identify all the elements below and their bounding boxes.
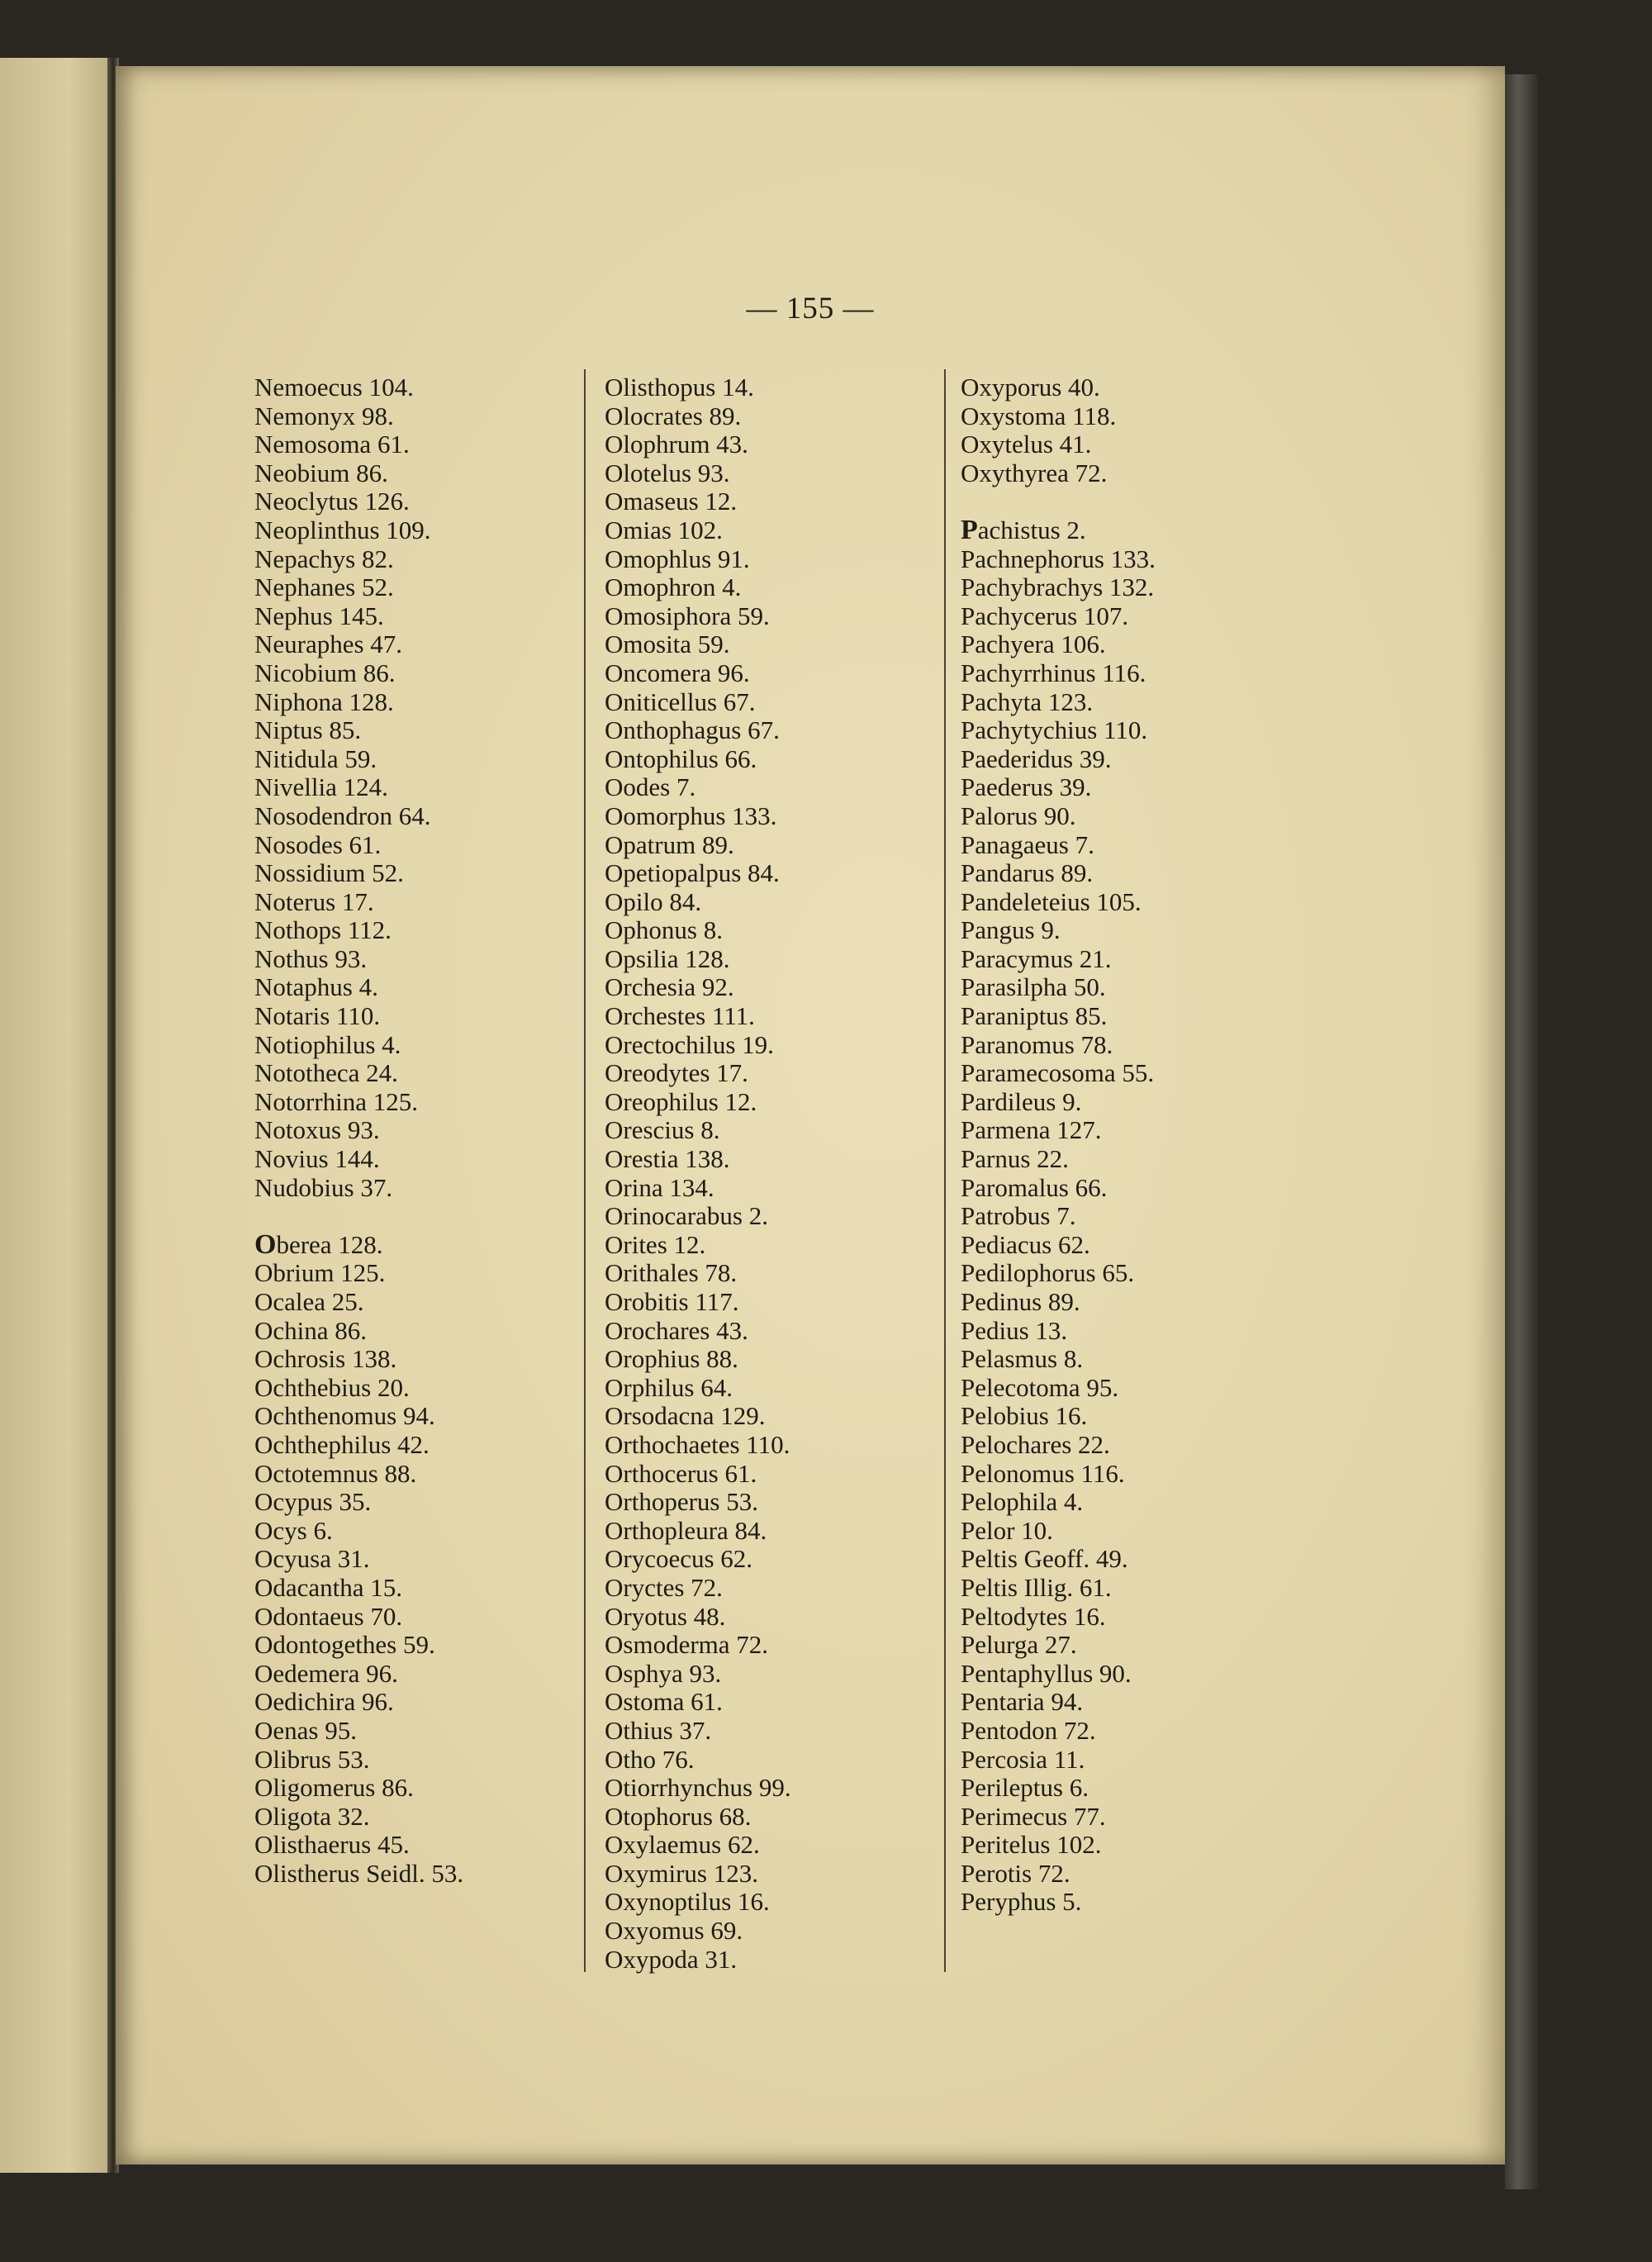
index-entry: Oxythyrea 72. bbox=[961, 458, 1108, 487]
index-entry: Pelecotoma 95. bbox=[961, 1372, 1119, 1402]
index-entry: Ocys 6. bbox=[254, 1515, 333, 1545]
index-entry: Notaris 110. bbox=[254, 1001, 381, 1031]
index-entry: Nitidula 59. bbox=[254, 744, 377, 773]
index-entry: Oligota 32. bbox=[254, 1801, 370, 1831]
index-entry: Pandeleteius 105. bbox=[961, 886, 1142, 916]
index-entry: Opilo 84. bbox=[605, 886, 702, 916]
index-entry: Niphona 128. bbox=[254, 687, 394, 716]
index-entry: Peryphus 5. bbox=[961, 1887, 1082, 1917]
index-entry: Pedilophorus 65. bbox=[961, 1258, 1135, 1288]
index-entry: Pelochares 22. bbox=[961, 1429, 1110, 1459]
index-entry: Omosiphora 59. bbox=[605, 601, 770, 630]
index-entry: Olisthopus 14. bbox=[605, 373, 754, 402]
index-entry: Peltis Geoff. 49. bbox=[961, 1544, 1128, 1574]
book-page bbox=[116, 66, 1505, 2165]
index-entry: Pediacus 62. bbox=[961, 1229, 1090, 1259]
index-entry: Oreodytes 17. bbox=[605, 1058, 748, 1088]
index-entry: Ocypus 35. bbox=[254, 1487, 372, 1517]
index-entry: Pachyrrhinus 116. bbox=[961, 658, 1146, 687]
index-entry: Opsilia 128. bbox=[605, 943, 730, 973]
index-entry: Olocrates 89. bbox=[605, 401, 742, 430]
index-entry: Ochthebius 20. bbox=[254, 1372, 410, 1402]
index-entry: Orphilus 64. bbox=[605, 1372, 733, 1402]
index-entry: Niptus 85. bbox=[254, 715, 362, 745]
index-entry: Oxystoma 118. bbox=[961, 401, 1117, 430]
index-entry: Oxyporus 40. bbox=[961, 373, 1100, 402]
index-entry: Perimecus 77. bbox=[961, 1801, 1106, 1831]
index-entry: Neuraphes 47. bbox=[254, 630, 403, 659]
index-entry: Orycoecus 62. bbox=[605, 1544, 753, 1574]
index-entry: Orochares 43. bbox=[605, 1315, 748, 1345]
section-spacer bbox=[961, 487, 1308, 516]
index-entry: Pelonomus 116. bbox=[961, 1458, 1125, 1488]
index-entry: Peritelus 102. bbox=[961, 1830, 1102, 1860]
page-number: — 155 — bbox=[746, 292, 875, 326]
index-entry: Ocyusa 31. bbox=[254, 1544, 370, 1574]
index-entry: Othius 37. bbox=[605, 1715, 712, 1745]
index-entry: Palorus 90. bbox=[961, 801, 1076, 830]
index-entry: Neoclytus 126. bbox=[254, 487, 410, 516]
index-column-1 bbox=[254, 373, 601, 1888]
index-entry: Oniticellus 67. bbox=[605, 687, 756, 716]
index-entry: Otho 76. bbox=[605, 1744, 695, 1774]
index-entry: Paromalus 66. bbox=[961, 1172, 1108, 1202]
index-entry: Nothus 93. bbox=[254, 943, 368, 973]
index-entry: Obrium 125. bbox=[254, 1258, 386, 1288]
index-entry: Parmena 127. bbox=[961, 1115, 1102, 1145]
index-entry: Orchesia 92. bbox=[605, 972, 734, 1002]
index-entry: Oxyomus 69. bbox=[605, 1916, 743, 1946]
index-entry: Ochina 86. bbox=[254, 1315, 368, 1345]
index-entry: Octotemnus 88. bbox=[254, 1458, 417, 1488]
index-entry: Omophron 4. bbox=[605, 573, 742, 602]
index-entry: Perotis 72. bbox=[961, 1858, 1070, 1888]
index-entry: Ochthephilus 42. bbox=[254, 1429, 430, 1459]
index-entry: Pachnephorus 133. bbox=[961, 544, 1156, 573]
index-entry: Noterus 17. bbox=[254, 886, 374, 916]
index-entry: Pentaria 94. bbox=[961, 1687, 1084, 1717]
section-initial-letter: O bbox=[254, 1228, 277, 1260]
index-entry: Oreophilus 12. bbox=[605, 1086, 757, 1116]
index-entry: Pachistus 2. bbox=[961, 514, 1086, 545]
index-entry: Orithales 78. bbox=[605, 1258, 738, 1288]
index-entry: Orsodacna 129. bbox=[605, 1401, 766, 1431]
index-entry: Nosodendron 64. bbox=[254, 801, 431, 830]
index-entry: Oxymirus 123. bbox=[605, 1858, 758, 1888]
index-entry: Oxypoda 31. bbox=[605, 1944, 738, 1974]
index-entry: Pedinus 89. bbox=[961, 1287, 1080, 1316]
index-entry: Opatrum 89. bbox=[605, 829, 734, 859]
index-entry: Notorrhina 125. bbox=[254, 1086, 419, 1116]
index-entry: Perileptus 6. bbox=[961, 1773, 1089, 1803]
index-entry: Nudobius 37. bbox=[254, 1172, 393, 1202]
index-entry: Oomorphus 133. bbox=[605, 801, 777, 830]
index-entry: Paederus 39. bbox=[961, 772, 1092, 802]
index-entry: Pentaphyllus 90. bbox=[961, 1658, 1132, 1688]
index-entry: Omias 102. bbox=[605, 515, 723, 544]
index-entry: Olotelus 93. bbox=[605, 458, 730, 487]
index-entry: Oodes 7. bbox=[605, 772, 696, 802]
index-entry: Nototheca 24. bbox=[254, 1058, 398, 1088]
index-entry: Paramecosoma 55. bbox=[961, 1058, 1155, 1088]
index-entry: Oberea 128. bbox=[254, 1228, 383, 1260]
facing-page-edge bbox=[0, 58, 114, 2173]
index-entry: Pachybrachys 132. bbox=[961, 573, 1155, 602]
index-entry: Ostoma 61. bbox=[605, 1687, 723, 1717]
index-entry: Orthochaetes 110. bbox=[605, 1429, 790, 1459]
section-spacer bbox=[254, 1202, 601, 1231]
index-entry: Notiophilus 4. bbox=[254, 1029, 401, 1059]
index-entry: Nemoecus 104. bbox=[254, 373, 414, 402]
index-entry: Paederidus 39. bbox=[961, 744, 1112, 773]
index-entry: Ophonus 8. bbox=[605, 915, 723, 945]
index-entry: Olisthaerus 45. bbox=[254, 1830, 410, 1860]
index-entry: Nossidium 52. bbox=[254, 858, 404, 888]
section-initial-letter: P bbox=[961, 514, 978, 545]
index-entry: Pachyera 106. bbox=[961, 630, 1106, 659]
index-entry: Pandarus 89. bbox=[961, 858, 1094, 888]
index-entry: Osphya 93. bbox=[605, 1658, 722, 1688]
index-entry: Ochthenomus 94. bbox=[254, 1401, 435, 1431]
index-entry: Peltis Illig. 61. bbox=[961, 1572, 1112, 1602]
index-entry: Pachycerus 107. bbox=[961, 601, 1129, 630]
index-entry: Notoxus 93. bbox=[254, 1115, 380, 1145]
index-entry: Nemonyx 98. bbox=[254, 401, 394, 430]
index-entry: Omophlus 91. bbox=[605, 544, 750, 573]
index-entry: Olophrum 43. bbox=[605, 430, 748, 459]
index-entry: Odontogethes 59. bbox=[254, 1630, 435, 1660]
index-entry: Oxynoptilus 16. bbox=[605, 1887, 770, 1917]
index-entry: Pelophila 4. bbox=[961, 1487, 1084, 1517]
index-entry: Orophius 88. bbox=[605, 1344, 738, 1374]
index-entry: Orectochilus 19. bbox=[605, 1029, 774, 1059]
index-entry: Oedemera 96. bbox=[254, 1658, 398, 1688]
index-entry: Oxytelus 41. bbox=[961, 430, 1092, 459]
index-entry: Parasilpha 50. bbox=[961, 972, 1106, 1002]
index-entry: Oedichira 96. bbox=[254, 1687, 394, 1717]
index-entry: Otophorus 68. bbox=[605, 1801, 752, 1831]
index-entry: Orites 12. bbox=[605, 1229, 706, 1259]
index-entry: Orina 134. bbox=[605, 1172, 714, 1202]
index-entry: Orchestes 111. bbox=[605, 1001, 755, 1031]
index-entry: Omaseus 12. bbox=[605, 487, 738, 516]
book-cover-edge bbox=[1505, 74, 1538, 2189]
index-entry: Paracymus 21. bbox=[961, 943, 1112, 973]
index-entry: Nicobium 86. bbox=[254, 658, 396, 687]
index-entry: Parnus 22. bbox=[961, 1144, 1069, 1174]
index-column-3 bbox=[961, 373, 1308, 1917]
index-entry: Pelasmus 8. bbox=[961, 1344, 1084, 1374]
index-entry: Nepachys 82. bbox=[254, 544, 394, 573]
index-entry: Oryotus 48. bbox=[605, 1601, 726, 1631]
index-entry: Orestia 138. bbox=[605, 1144, 730, 1174]
index-entry: Pedius 13. bbox=[961, 1315, 1068, 1345]
index-entry: Orobitis 117. bbox=[605, 1287, 739, 1316]
index-entry: Nothops 112. bbox=[254, 915, 392, 945]
index-entry: Pardileus 9. bbox=[961, 1086, 1082, 1116]
index-entry: Oryctes 72. bbox=[605, 1572, 723, 1602]
index-entry: Olistherus Seidl. 53. bbox=[254, 1858, 464, 1888]
index-entry: Otiorrhynchus 99. bbox=[605, 1773, 791, 1803]
index-entry: Oligomerus 86. bbox=[254, 1773, 414, 1803]
index-entry: Oenas 95. bbox=[254, 1715, 357, 1745]
index-entry: Omosita 59. bbox=[605, 630, 730, 659]
index-entry: Opetiopalpus 84. bbox=[605, 858, 780, 888]
index-entry: Pachyta 123. bbox=[961, 687, 1094, 716]
index-entry: Orthopleura 84. bbox=[605, 1515, 767, 1545]
index-entry: Nephus 145. bbox=[254, 601, 384, 630]
index-entry: Neobium 86. bbox=[254, 458, 388, 487]
index-column-2 bbox=[605, 373, 952, 1974]
index-entry: Neoplinthus 109. bbox=[254, 515, 431, 544]
index-entry: Pangus 9. bbox=[961, 915, 1061, 945]
index-entry: Pelobius 16. bbox=[961, 1401, 1088, 1431]
index-entry: Percosia 11. bbox=[961, 1744, 1085, 1774]
index-entry: Onthophagus 67. bbox=[605, 715, 780, 745]
index-entry: Panagaeus 7. bbox=[961, 829, 1094, 859]
index-entry: Orthocerus 61. bbox=[605, 1458, 757, 1488]
index-entry: Oxylaemus 62. bbox=[605, 1830, 760, 1860]
index-entry: Olibrus 53. bbox=[254, 1744, 370, 1774]
index-entry: Paraniptus 85. bbox=[961, 1001, 1108, 1031]
index-entry: Orescius 8. bbox=[605, 1115, 720, 1145]
index-entry: Pachytychius 110. bbox=[961, 715, 1148, 745]
index-entry: Pelor 10. bbox=[961, 1515, 1053, 1545]
index-entry: Pelurga 27. bbox=[961, 1630, 1077, 1660]
index-entry: Nephanes 52. bbox=[254, 573, 394, 602]
index-entry: Novius 144. bbox=[254, 1144, 380, 1174]
index-entry: Nosodes 61. bbox=[254, 829, 382, 859]
index-entry: Orinocarabus 2. bbox=[605, 1201, 768, 1231]
index-entry: Paranomus 78. bbox=[961, 1029, 1113, 1059]
index-entry: Peltodytes 16. bbox=[961, 1601, 1106, 1631]
index-entry: Odontaeus 70. bbox=[254, 1601, 403, 1631]
index-entry: Nivellia 124. bbox=[254, 772, 388, 802]
index-entry: Ontophilus 66. bbox=[605, 744, 757, 773]
index-entry: Orthoperus 53. bbox=[605, 1487, 758, 1517]
index-entry: Ochrosis 138. bbox=[254, 1344, 397, 1374]
index-entry: Ocalea 25. bbox=[254, 1287, 364, 1316]
index-entry: Pentodon 72. bbox=[961, 1715, 1096, 1745]
index-entry: Odacantha 15. bbox=[254, 1572, 403, 1602]
index-entry: Osmoderma 72. bbox=[605, 1630, 769, 1660]
index-entry: Notaphus 4. bbox=[254, 972, 378, 1002]
index-entry: Oncomera 96. bbox=[605, 658, 750, 687]
index-entry: Nemosoma 61. bbox=[254, 430, 410, 459]
index-entry: Patrobus 7. bbox=[961, 1201, 1076, 1231]
